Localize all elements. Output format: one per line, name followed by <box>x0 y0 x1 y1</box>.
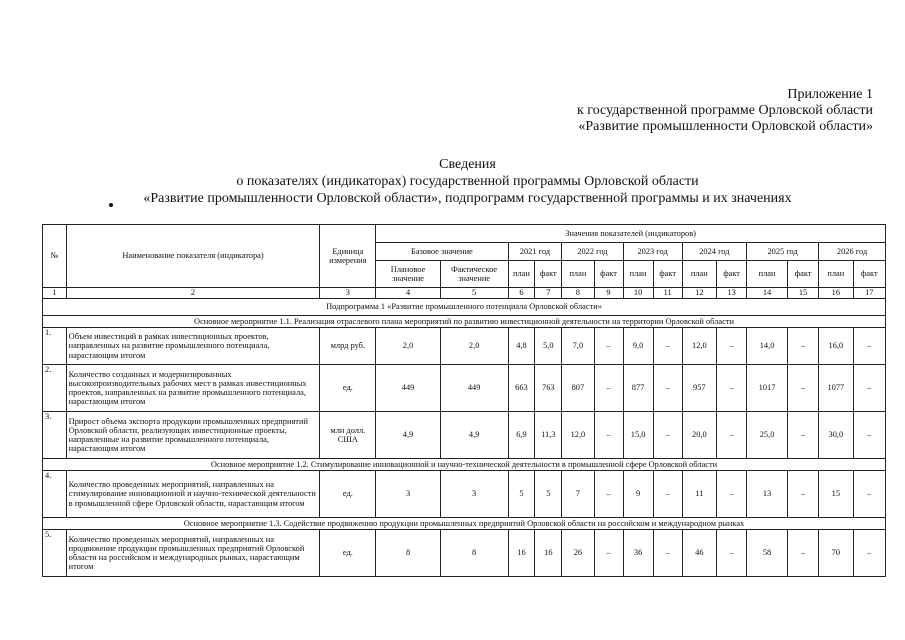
table-row <box>43 365 886 412</box>
header-fact: факт <box>594 261 623 288</box>
column-number: 13 <box>717 288 747 299</box>
subprogram-row <box>43 299 886 316</box>
value-cell: 25,0 <box>747 412 788 459</box>
table-row <box>43 412 886 459</box>
value-cell: 3 <box>376 471 441 518</box>
header-name: Наименование показателя (индикатора) <box>66 225 320 288</box>
value-cell: – <box>653 412 682 459</box>
value-cell: – <box>594 412 623 459</box>
indicator-name: Объем инвестиций в рамках инвестиционных проектов, направленных на развитие промышленного потенциала, нарастающим итогом <box>66 328 320 365</box>
column-number: 15 <box>787 288 818 299</box>
value-cell: – <box>594 328 623 365</box>
column-number: 5 <box>440 288 508 299</box>
indicator-name: Количество проведенных мероприятий, направленных на стимулирование инновационной и научно-технической деятельности в промышленной сфере Орловской области, нарастающим итогом <box>66 471 320 518</box>
value-cell: 13 <box>747 471 788 518</box>
value-cell: – <box>653 530 682 577</box>
value-cell: 1017 <box>747 365 788 412</box>
table-body <box>43 225 886 577</box>
column-number: 14 <box>747 288 788 299</box>
row-number: 3. <box>43 412 67 459</box>
unit-cell: млн долл. США <box>320 412 376 459</box>
value-cell: 15 <box>819 471 853 518</box>
unit-cell: ед. <box>320 365 376 412</box>
header-num: № <box>43 225 67 288</box>
row-number: 5. <box>43 530 67 577</box>
indicator-name: Прирост объема экспорта продукции промышленных предприятий Орловской области, реализующих инвестиционные проекты, направленные на развитие промышленного потенциала, нарастающим итогом <box>66 412 320 459</box>
header-year-2022: 2022 год <box>562 243 623 261</box>
column-number-row <box>43 288 886 299</box>
header-plan: план <box>508 261 535 288</box>
header-fact: факт <box>535 261 562 288</box>
table-row <box>43 471 886 518</box>
value-cell: 663 <box>508 365 535 412</box>
title-line3: «Развитие промышленности Орловской области», подпрограмм государственной программы и их значениях <box>143 191 792 206</box>
value-cell: – <box>787 328 818 365</box>
value-cell: 70 <box>819 530 853 577</box>
value-cell: – <box>717 328 747 365</box>
indicator-name: Количество созданных и модернизированных высокопроизводительных рабочих мест в рамках инвестиционных проектов, направленных на развитие промышленного потенциала, нарастающим итогом <box>66 365 320 412</box>
column-number: 7 <box>535 288 562 299</box>
header-plan: план <box>682 261 716 288</box>
column-number: 4 <box>376 288 441 299</box>
value-cell: 8 <box>376 530 441 577</box>
indicators-table <box>42 224 886 577</box>
value-cell: – <box>653 328 682 365</box>
title-line1: Сведения <box>439 157 496 172</box>
value-cell: – <box>787 471 818 518</box>
value-cell: – <box>594 530 623 577</box>
section-row <box>43 459 886 471</box>
value-cell: 4,9 <box>376 412 441 459</box>
value-cell: 16 <box>508 530 535 577</box>
value-cell: 36 <box>623 530 653 577</box>
section-title: Основное мероприятие 1.3. Содействие продвижению продукции промышленных предприятий Орловской области на российском и международном рынках <box>43 518 886 530</box>
value-cell: 14,0 <box>747 328 788 365</box>
unit-cell: ед. <box>320 471 376 518</box>
column-number: 11 <box>653 288 682 299</box>
row-number: 1. <box>43 328 67 365</box>
value-cell: 9,0 <box>623 328 653 365</box>
value-cell: – <box>653 471 682 518</box>
header-fact: факт <box>653 261 682 288</box>
value-cell: 12,0 <box>562 412 594 459</box>
value-cell: 58 <box>747 530 788 577</box>
value-cell: – <box>853 412 885 459</box>
header-year-2024: 2024 год <box>682 243 746 261</box>
column-number: 1 <box>43 288 67 299</box>
column-number: 9 <box>594 288 623 299</box>
appendix-block <box>577 87 873 135</box>
value-cell: – <box>653 365 682 412</box>
value-cell: 11 <box>682 471 716 518</box>
value-cell: 12,0 <box>682 328 716 365</box>
unit-cell: ед. <box>320 530 376 577</box>
value-cell: – <box>717 530 747 577</box>
header-fact: факт <box>853 261 885 288</box>
row-number: 2. <box>43 365 67 412</box>
section-title: Основное мероприятие 1.1. Реализация отраслевого плана мероприятий по развитию инвестиционной деятельности на территории Орловской области <box>43 316 886 328</box>
header-base-fact: Фактическое значение <box>440 261 508 288</box>
column-number: 6 <box>508 288 535 299</box>
value-cell: 2,0 <box>440 328 508 365</box>
value-cell: 20,0 <box>682 412 716 459</box>
value-cell: 7 <box>562 471 594 518</box>
header-plan: план <box>747 261 788 288</box>
value-cell: 16,0 <box>819 328 853 365</box>
value-cell: – <box>594 471 623 518</box>
value-cell: 763 <box>535 365 562 412</box>
header-year-2023: 2023 год <box>623 243 682 261</box>
value-cell: 7,0 <box>562 328 594 365</box>
value-cell: – <box>787 530 818 577</box>
column-number: 17 <box>853 288 885 299</box>
appendix-line2: к государственной программе Орловской области <box>577 103 873 118</box>
value-cell: 957 <box>682 365 716 412</box>
value-cell: – <box>853 365 885 412</box>
value-cell: 807 <box>562 365 594 412</box>
column-number: 12 <box>682 288 716 299</box>
value-cell: 11,3 <box>535 412 562 459</box>
value-cell: 8 <box>440 530 508 577</box>
table-row <box>43 530 886 577</box>
appendix-line1: Приложение 1 <box>787 87 873 102</box>
value-cell: – <box>853 328 885 365</box>
value-cell: – <box>853 530 885 577</box>
value-cell: 4,8 <box>508 328 535 365</box>
value-cell: 449 <box>440 365 508 412</box>
table-row <box>43 328 886 365</box>
value-cell: – <box>717 471 747 518</box>
value-cell: 9 <box>623 471 653 518</box>
value-cell: 6,9 <box>508 412 535 459</box>
header-row-1 <box>43 225 886 243</box>
header-base: Базовое значение <box>376 243 508 261</box>
value-cell: 5 <box>508 471 535 518</box>
column-number: 10 <box>623 288 653 299</box>
value-cell: 449 <box>376 365 441 412</box>
header-plan: план <box>623 261 653 288</box>
header-fact: факт <box>787 261 818 288</box>
value-cell: 2,0 <box>376 328 441 365</box>
header-unit: Единица измерения <box>320 225 376 288</box>
value-cell: 1077 <box>819 365 853 412</box>
value-cell: – <box>787 365 818 412</box>
value-cell: – <box>853 471 885 518</box>
value-cell: 30,0 <box>819 412 853 459</box>
value-cell: 4,9 <box>440 412 508 459</box>
value-cell: 15,0 <box>623 412 653 459</box>
column-number: 8 <box>562 288 594 299</box>
header-fact: факт <box>717 261 747 288</box>
title-line2: о показателях (индикаторах) государственной программы Орловской области <box>236 174 699 189</box>
value-cell: – <box>717 412 747 459</box>
appendix-line3: «Развитие промышленности Орловской области» <box>578 119 873 134</box>
column-number: 2 <box>66 288 320 299</box>
value-cell: 3 <box>440 471 508 518</box>
value-cell: – <box>717 365 747 412</box>
subprogram-title: Подпрограмма 1 «Развитие промышленного потенциала Орловской области» <box>43 299 886 316</box>
value-cell: 26 <box>562 530 594 577</box>
section-title: Основное мероприятие 1.2. Стимулирование инновационной и научно-технической деятельности в промышленной сфере Орловской области <box>43 459 886 471</box>
value-cell: 5 <box>535 471 562 518</box>
row-number: 4. <box>43 471 67 518</box>
document-title <box>0 156 905 207</box>
header-year-2025: 2025 год <box>747 243 819 261</box>
section-row <box>43 518 886 530</box>
value-cell: 877 <box>623 365 653 412</box>
header-plan: план <box>562 261 594 288</box>
value-cell: 5,0 <box>535 328 562 365</box>
column-number: 3 <box>320 288 376 299</box>
header-values: Значения показателей (индикаторов) <box>376 225 886 243</box>
header-year-2026: 2026 год <box>819 243 886 261</box>
indicator-name: Количество проведенных мероприятий, направленных на продвижение продукции промышленных предприятий Орловской области на российском и международных рынках, нарастающим итогом <box>66 530 320 577</box>
section-row <box>43 316 886 328</box>
value-cell: 16 <box>535 530 562 577</box>
unit-cell: млрд руб. <box>320 328 376 365</box>
bullet-dot <box>109 203 113 207</box>
value-cell: 46 <box>682 530 716 577</box>
value-cell: – <box>594 365 623 412</box>
header-base-plan: Плановое значение <box>376 261 441 288</box>
value-cell: – <box>787 412 818 459</box>
header-plan: план <box>819 261 853 288</box>
header-year-2021: 2021 год <box>508 243 562 261</box>
column-number: 16 <box>819 288 853 299</box>
